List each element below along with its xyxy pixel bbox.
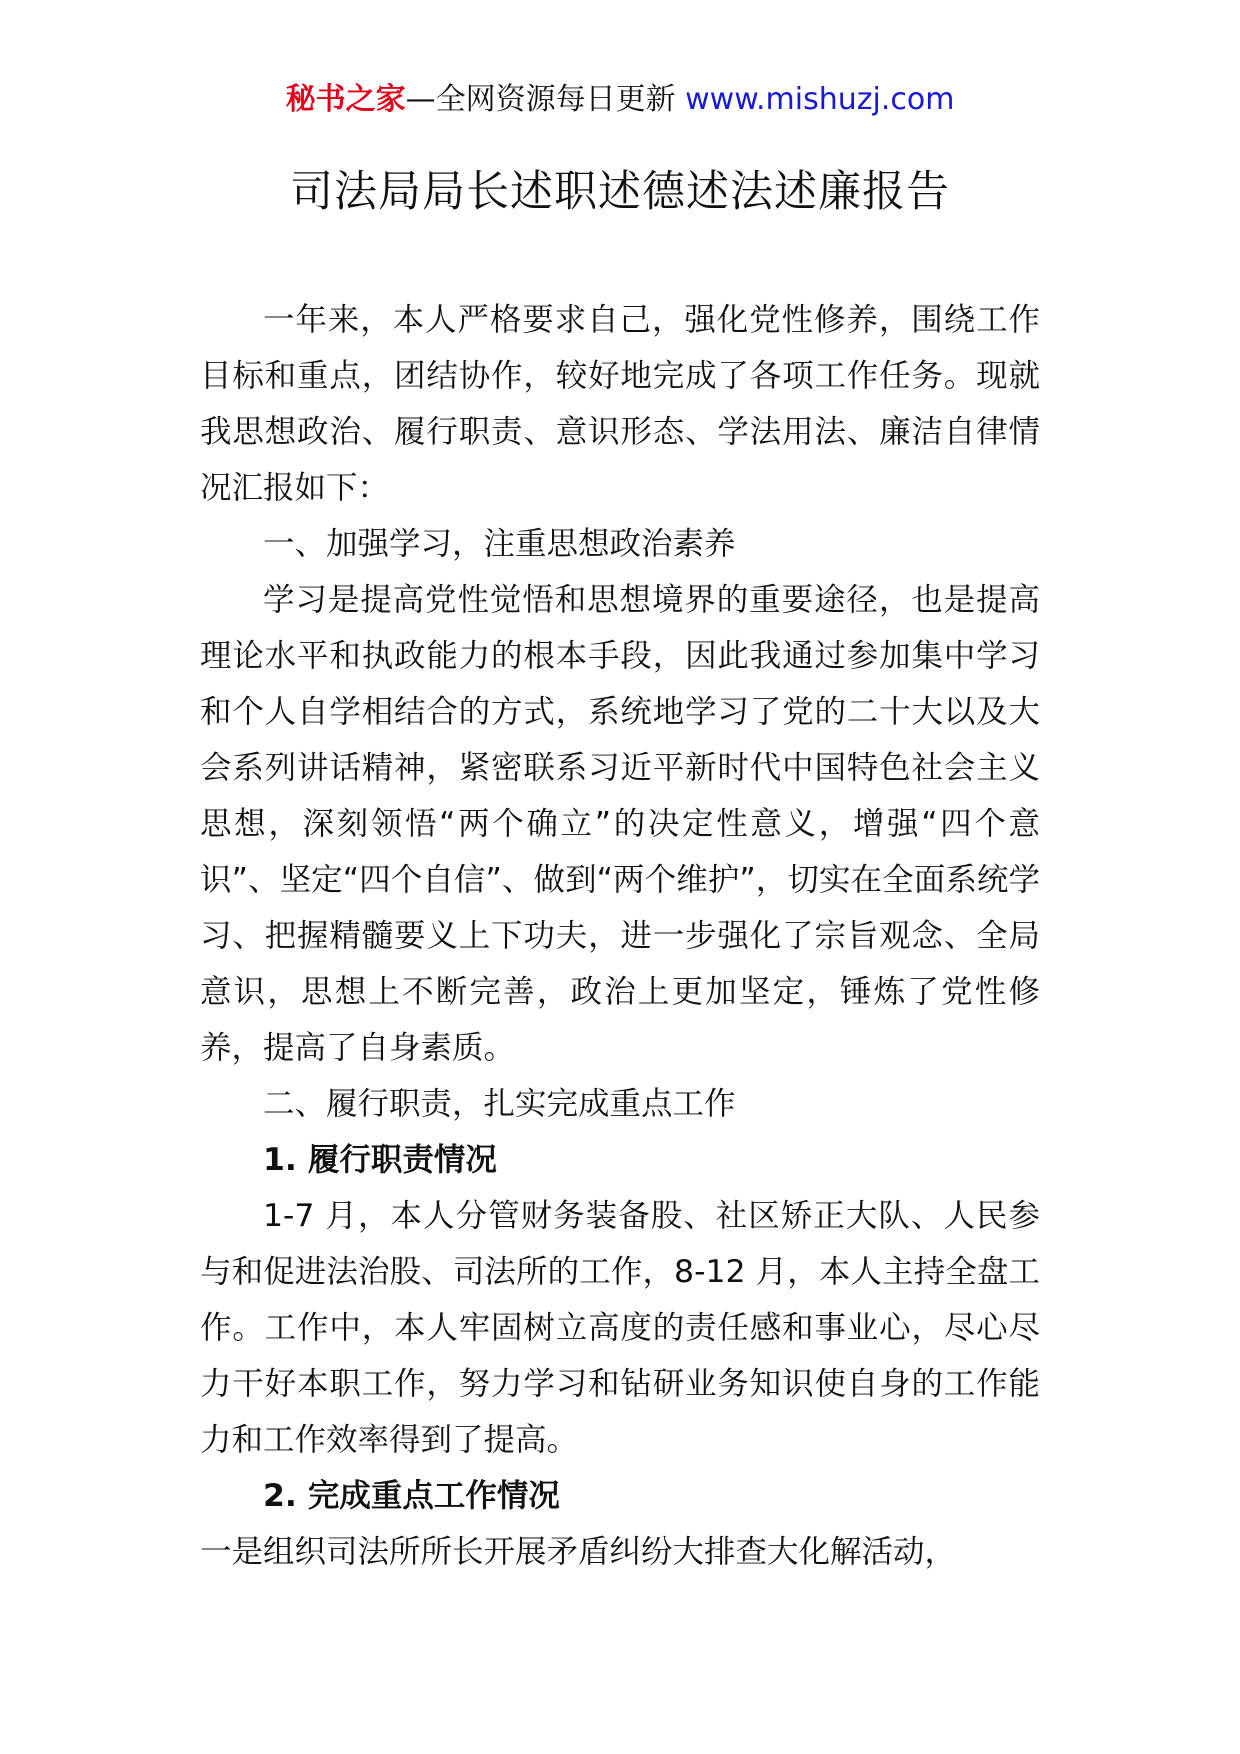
document-title: 司法局局长述职述德述法述廉报告: [290, 167, 950, 217]
subsection-2-heading: 2. 完成重点工作情况: [263, 1478, 560, 1514]
subsection-1-heading: 1. 履行职责情况: [263, 1142, 497, 1178]
document-body: [200, 292, 1040, 1580]
subsection-1-paragraph: 1-7 月，本人分管财务装备股、社区矫正大队、人民参与和促进法治股、司法所的工作，8-12 月，本人主持全盘工作。工作中，本人牢固树立高度的责任感和事业心，尽心尽力干好本职工作，努力学习和钻研业务知识使自身的工作能力和工作效率得到了提高。: [200, 1198, 1040, 1458]
intro-paragraph: 一年来，本人严格要求自己，强化党性修养，围绕工作目标和重点，团结协作，较好地完成了各项工作任务。现就我思想政治、履行职责、意识形态、学法用法、廉洁自律情况汇报如下：: [200, 302, 1040, 506]
brand-name: 秘书之家: [285, 82, 406, 117]
site-header: [0, 78, 1240, 122]
section-1-paragraph: 学习是提高党性觉悟和思想境界的重要途径，也是提高理论水平和执政能力的根本手段，因此我通过参加集中学习和个人自学相结合的方式，系统地学习了党的二十大以及大会系列讲话精神，紧密联系习近平新时代中国特色社会主义思想，深刻领悟“两个确立”的决定性意义，增强“四个意识”、坚定“四个自信”、做到“两个维护”，切实在全面系统学习、把握精髓要义上下功夫，进一步强化了宗旨观念、全局意识，思想上不断完善，政治上更加坚定，锤炼了党性修养，提高了自身素质。: [200, 582, 1040, 1066]
subsection-2-paragraph: 一是组织司法所所长开展矛盾纠纷大排查大化解活动，: [200, 1534, 957, 1570]
site-url-link[interactable]: www.mishuzj.com: [685, 82, 955, 117]
header-slogan: —全网资源每日更新: [405, 82, 686, 117]
section-1-heading: 一、加强学习，注重思想政治素养: [263, 526, 736, 562]
section-2-heading: 二、履行职责，扎实完成重点工作: [263, 1086, 736, 1122]
